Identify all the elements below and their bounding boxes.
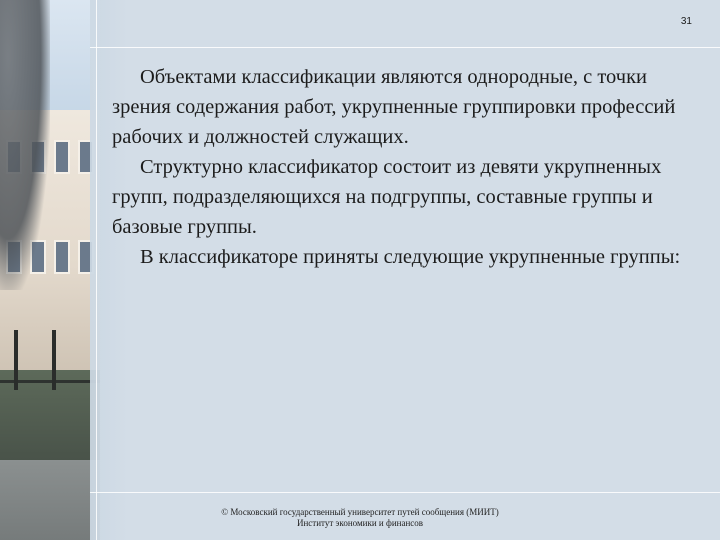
walkway [0, 460, 100, 540]
left-divider [96, 0, 97, 540]
window [54, 240, 70, 274]
slide-body [112, 62, 692, 272]
lamp-post [14, 330, 18, 390]
building-photo [0, 0, 100, 540]
window [54, 140, 70, 174]
footer-divider [90, 492, 720, 493]
paragraph-structure: Структурно классификатор состоит из девяти укрупненных групп, подразделяющихся на подгруппы, составные группы и базовые группы. [112, 156, 662, 238]
footer [180, 507, 540, 529]
paragraph-objects: Объектами классификации являются однородные, с точки зрения содержания работ, укрупненные группировки профессий рабочих и должностей служащих. [112, 66, 676, 148]
tree [0, 0, 50, 290]
lamp-post [52, 330, 56, 390]
footer-institute: Институт экономики и финансов [296, 518, 424, 528]
header-divider [90, 47, 720, 48]
footer-copyright: © Московский государственный университет путей сообщения (МИИТ) [221, 507, 499, 517]
page-number: 31 [680, 16, 692, 27]
paragraph-groups: В классификаторе приняты следующие укрупненные группы: [140, 246, 681, 268]
